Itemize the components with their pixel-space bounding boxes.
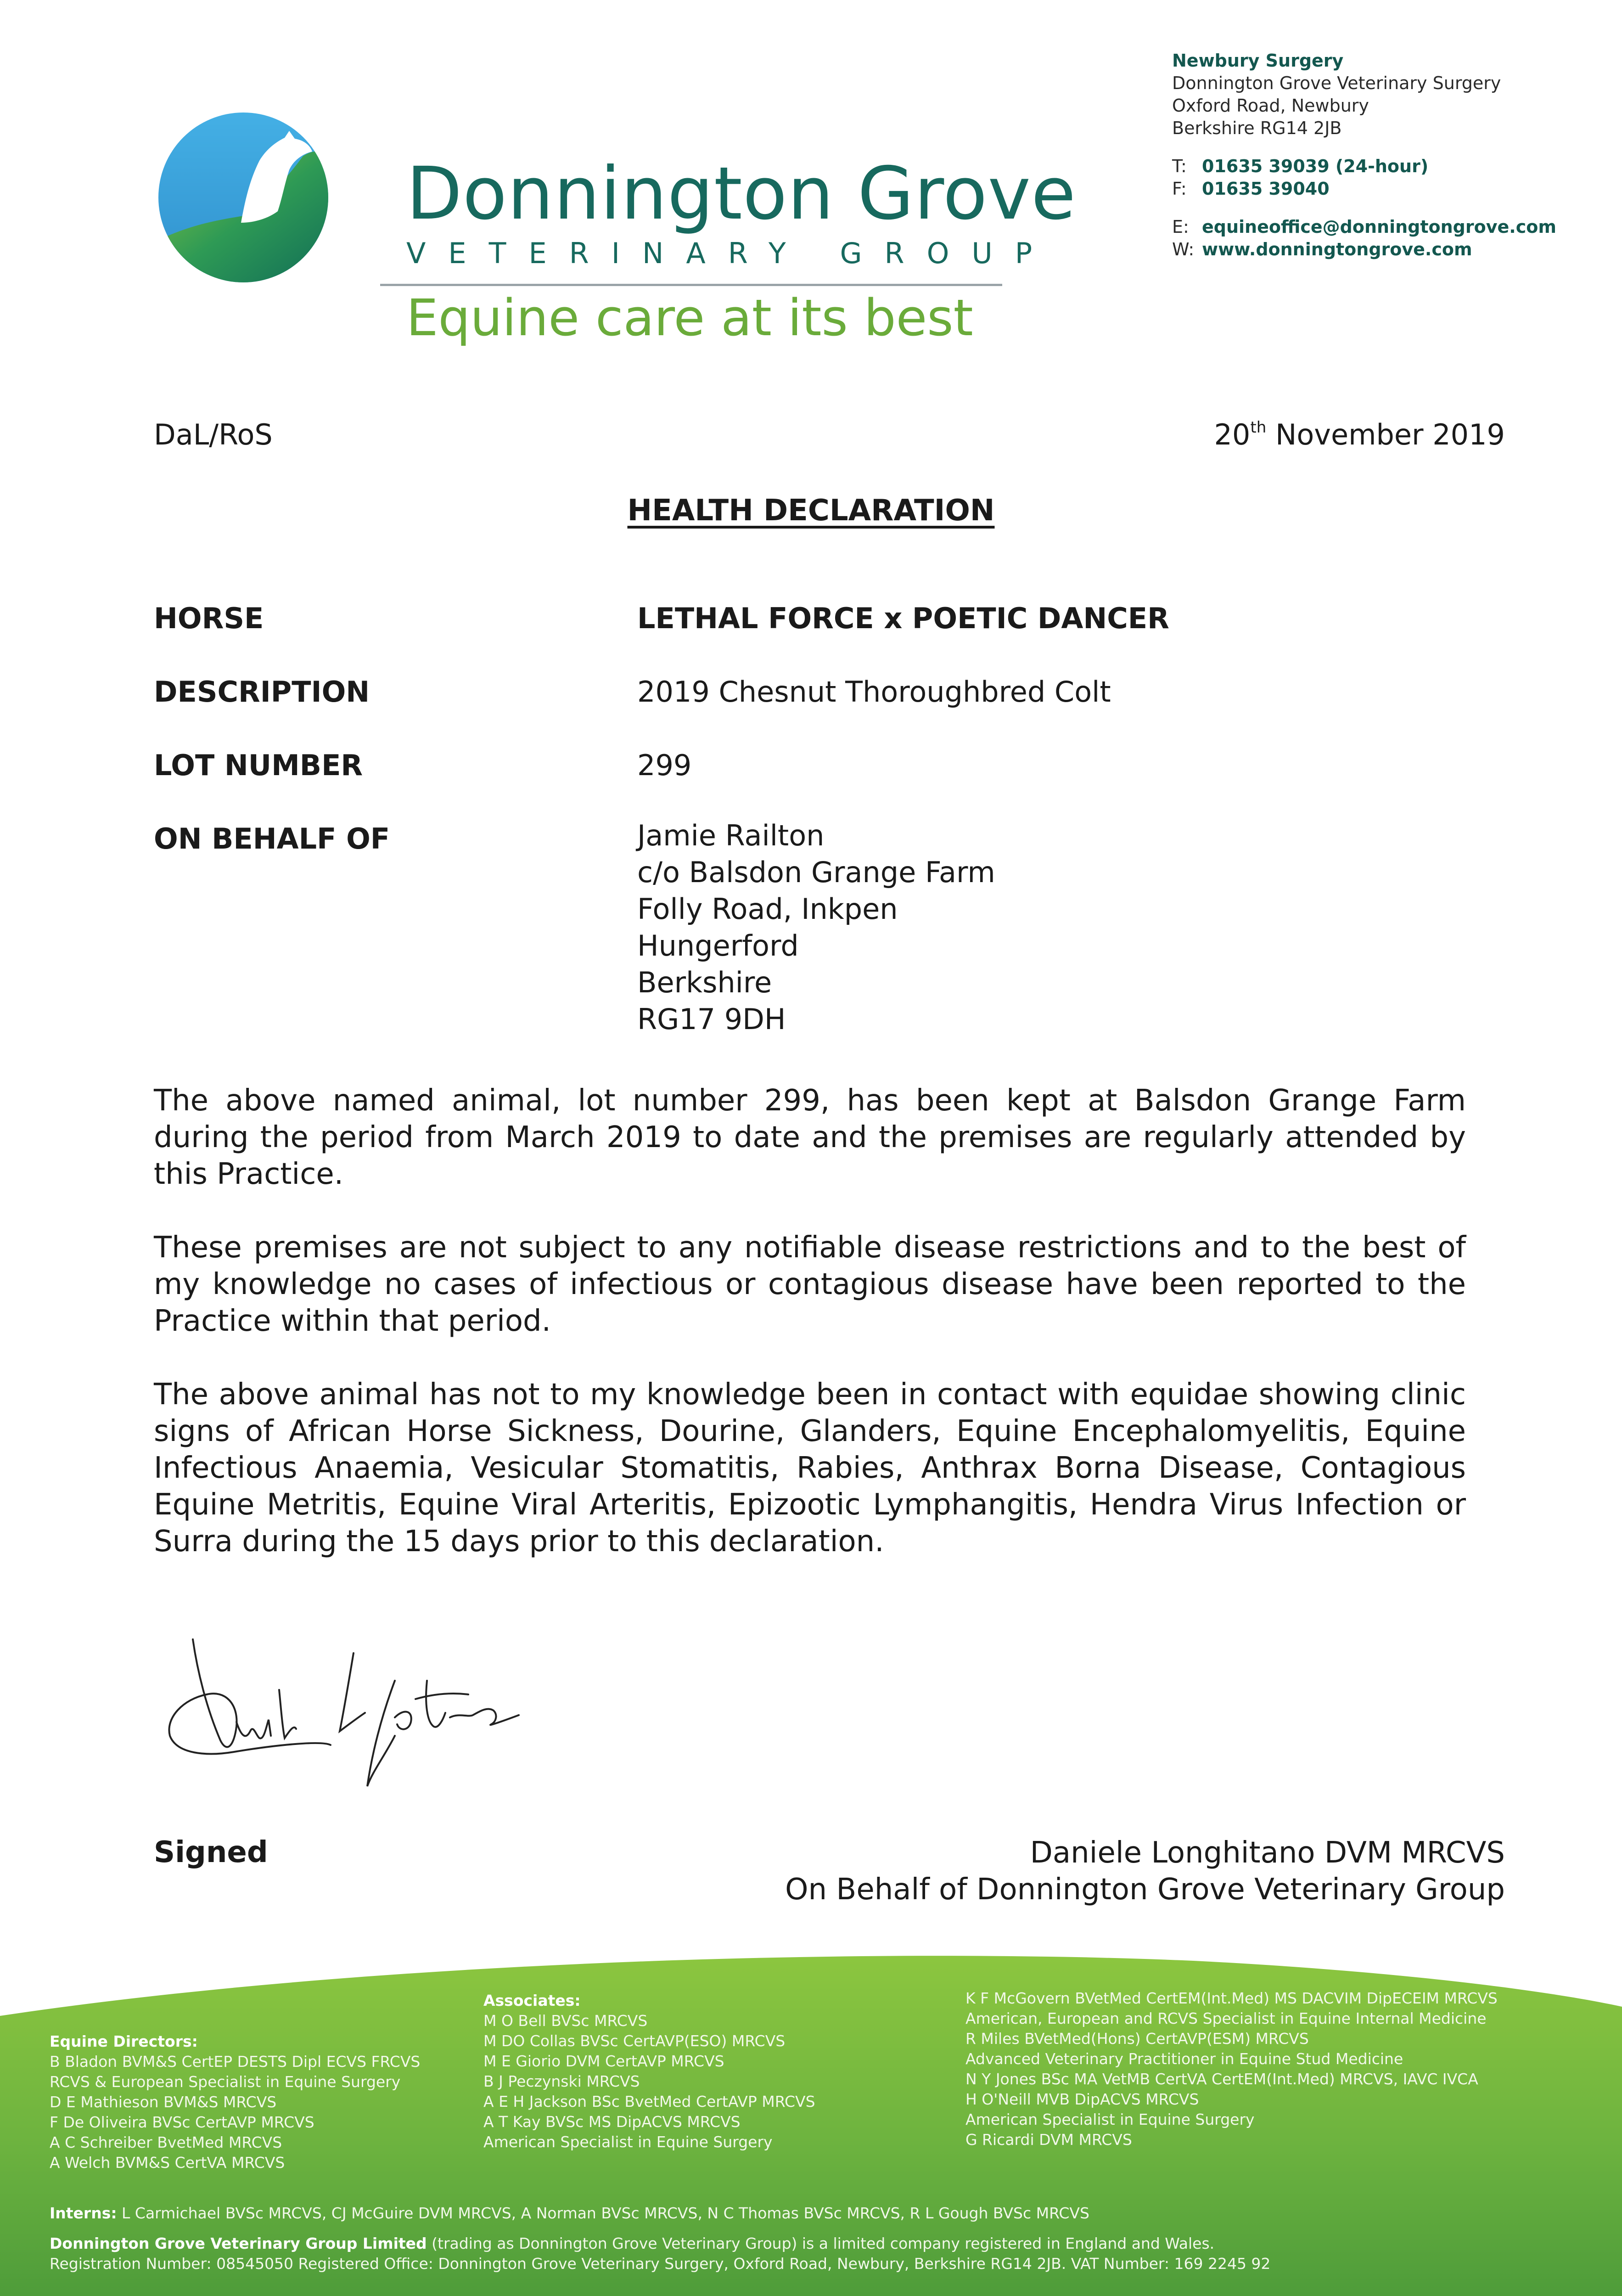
brand-name: Donnington Grove bbox=[406, 152, 1077, 236]
directors-title: Equine Directors: bbox=[50, 2032, 198, 2050]
registration-line: Registration Number: 08545050 Registered Office: Donnington Grove Veterinary Surgery, Oxford Road, Newbury, Berkshire RG14 2JB. VAT Number: 169 2245 92 bbox=[50, 2255, 1271, 2273]
signature bbox=[156, 1626, 546, 1795]
page-title bbox=[0, 494, 1622, 528]
associate-entry: B J Peczynski MRCVS bbox=[483, 2072, 640, 2090]
horse-label: HORSE bbox=[154, 602, 264, 635]
phone-row bbox=[1172, 155, 1556, 178]
associate-entry: A T Kay BVSc MS DipACVS MRCVS bbox=[483, 2113, 741, 2131]
specialist-entry: G Ricardi DVM MRCVS bbox=[965, 2131, 1132, 2149]
associates-title: Associates: bbox=[483, 1992, 581, 2009]
owner-address bbox=[637, 817, 995, 1038]
date-month-year: November 2019 bbox=[1266, 418, 1505, 451]
address-line: Berkshire bbox=[637, 966, 772, 999]
date-suffix: th bbox=[1250, 418, 1267, 437]
specialist-entry: K F McGovern BVetMed CertEM(Int.Med) MS DACVIM DipECEIM MRCVS bbox=[965, 1989, 1498, 2007]
address-line: Donnington Grove Veterinary Surgery bbox=[1172, 73, 1501, 93]
associate-entry: A E H Jackson BSc BvetMed CertAVP MRCVS bbox=[483, 2093, 815, 2110]
directors-list bbox=[50, 2032, 420, 2173]
associate-entry: M E Giorio DVM CertAVP MRCVS bbox=[483, 2052, 724, 2070]
email-link[interactable]: equineoffice@donningtongrove.com bbox=[1202, 217, 1556, 237]
signer-block bbox=[785, 1835, 1505, 1908]
director-entry: F De Oliveira BVSc CertAVP MRCVS bbox=[50, 2113, 314, 2131]
signer-name: Daniele Longhitano DVM MRCVS bbox=[1030, 1836, 1505, 1870]
director-entry: RCVS & European Specialist in Equine Surgery bbox=[50, 2073, 401, 2091]
brand-tagline: Equine care at its best bbox=[406, 288, 973, 347]
logo-emblem-icon bbox=[152, 106, 335, 289]
on-behalf-label: ON BEHALF OF bbox=[154, 822, 390, 855]
email-row bbox=[1172, 216, 1556, 238]
description-value: 2019 Chesnut Thoroughbred Colt bbox=[637, 675, 1111, 709]
specialist-entry: H O'Neill MVB DipACVS MRCVS bbox=[965, 2090, 1199, 2108]
associates-list bbox=[483, 1991, 815, 2152]
brand-subtitle: VETERINARY GROUP bbox=[406, 236, 1055, 270]
specialist-entry: American Specialist in Equine Surgery bbox=[965, 2110, 1255, 2128]
address-line: Folly Road, Inkpen bbox=[637, 892, 898, 926]
address-line: c/o Balsdon Grange Farm bbox=[637, 855, 995, 889]
company-text: (trading as Donnington Grove Veterinary Group) is a limited company registered in England and Wales. bbox=[427, 2234, 1215, 2252]
specialists-list bbox=[965, 1988, 1498, 2150]
address-line: Hungerford bbox=[637, 929, 799, 962]
interns-text: L Carmichael BVSc MRCVS, CJ McGuire DVM MRCVS, A Norman BVSc MRCVS, N C Thomas BVSc MRCVS, R L Gough BVSc MRCVS bbox=[117, 2204, 1089, 2222]
signed-label: Signed bbox=[154, 1835, 268, 1869]
reference: DaL/RoS bbox=[154, 418, 273, 451]
address-line: Berkshire RG14 2JB bbox=[1172, 118, 1342, 138]
specialist-entry: Advanced Veterinary Practitioner in Equine Stud Medicine bbox=[965, 2050, 1403, 2068]
web-row bbox=[1172, 238, 1556, 261]
interns-label: Interns: bbox=[50, 2204, 117, 2222]
director-entry: A C Schreiber BvetMed MRCVS bbox=[50, 2133, 282, 2151]
declaration-paragraph: The above named animal, lot number 299, has been kept at Balsdon Grange Farm during the period from March 2019 to date and the premises are regularly attended by this Practice. bbox=[154, 1084, 1466, 1191]
company-line bbox=[50, 2234, 1214, 2252]
fax-number: 01635 39040 bbox=[1202, 179, 1330, 199]
letter-date bbox=[1214, 418, 1505, 451]
brand-divider bbox=[380, 284, 1002, 286]
date-day: 20 bbox=[1214, 418, 1251, 451]
director-entry: D E Mathieson BVM&S MRCVS bbox=[50, 2093, 277, 2111]
lot-number-value: 299 bbox=[637, 748, 692, 782]
associate-entry: American Specialist in Equine Surgery bbox=[483, 2133, 773, 2151]
lot-number-label: LOT NUMBER bbox=[154, 748, 363, 782]
contact-block bbox=[1172, 50, 1556, 261]
specialist-entry: American, European and RCVS Specialist in Equine Internal Medicine bbox=[965, 2009, 1487, 2027]
fax-label: F: bbox=[1172, 179, 1187, 199]
website-link[interactable]: www.donningtongrove.com bbox=[1202, 239, 1472, 259]
signer-organisation: On Behalf of Donnington Grove Veterinary Group bbox=[785, 1873, 1505, 1907]
associate-entry: M O Bell BVSc MRCVS bbox=[483, 2012, 648, 2030]
address-line: RG17 9DH bbox=[637, 1002, 786, 1036]
declaration-paragraph: The above animal has not to my knowledge been in contact with equidae showing clinic signs of African Horse Sickness, Dourine, Glanders, Equine Encephalomyelitis, Equine Infectious Anaemia, Vesicular Stomatitis, Rabies, Anthrax Borna Disease, Contagious Equine Metritis, Equine Viral Arteritis, Epizootic Lymphangitis, Hendra Virus Infection or Surra during the 15 days prior to this declaration. bbox=[154, 1378, 1466, 1559]
title-text: HEALTH DECLARATION bbox=[627, 494, 995, 528]
phone-label: T: bbox=[1172, 156, 1187, 176]
email-label: E: bbox=[1172, 217, 1189, 237]
associate-entry: M DO Collas BVSc CertAVP(ESO) MRCVS bbox=[483, 2032, 786, 2050]
description-label: DESCRIPTION bbox=[154, 675, 370, 709]
surgery-name: Newbury Surgery bbox=[1172, 51, 1344, 71]
horse-value: LETHAL FORCE x POETIC DANCER bbox=[637, 602, 1169, 635]
address-line: Oxford Road, Newbury bbox=[1172, 96, 1369, 116]
director-entry: A Welch BVM&S CertVA MRCVS bbox=[50, 2154, 285, 2172]
phone-number[interactable]: 01635 39039 (24-hour) bbox=[1202, 156, 1429, 176]
declaration-paragraph: These premises are not subject to any notifiable disease restrictions and to the best of my knowledge no cases of infectious or contagious disease have been reported to the Practice within that period. bbox=[154, 1231, 1466, 1338]
address-line: Jamie Railton bbox=[637, 819, 825, 852]
web-label: W: bbox=[1172, 239, 1195, 259]
specialist-entry: N Y Jones BSc MA VetMB CertVA CertEM(Int.Med) MRCVS, IAVC IVCA bbox=[965, 2070, 1478, 2088]
fax-row bbox=[1172, 178, 1556, 200]
interns-line bbox=[50, 2204, 1089, 2222]
director-entry: B Bladon BVM&S CertEP DESTS Dipl ECVS FRCVS bbox=[50, 2053, 421, 2071]
company-name: Donnington Grove Veterinary Group Limited bbox=[50, 2234, 427, 2252]
specialist-entry: R Miles BVetMed(Hons) CertAVP(ESM) MRCVS bbox=[965, 2030, 1309, 2048]
